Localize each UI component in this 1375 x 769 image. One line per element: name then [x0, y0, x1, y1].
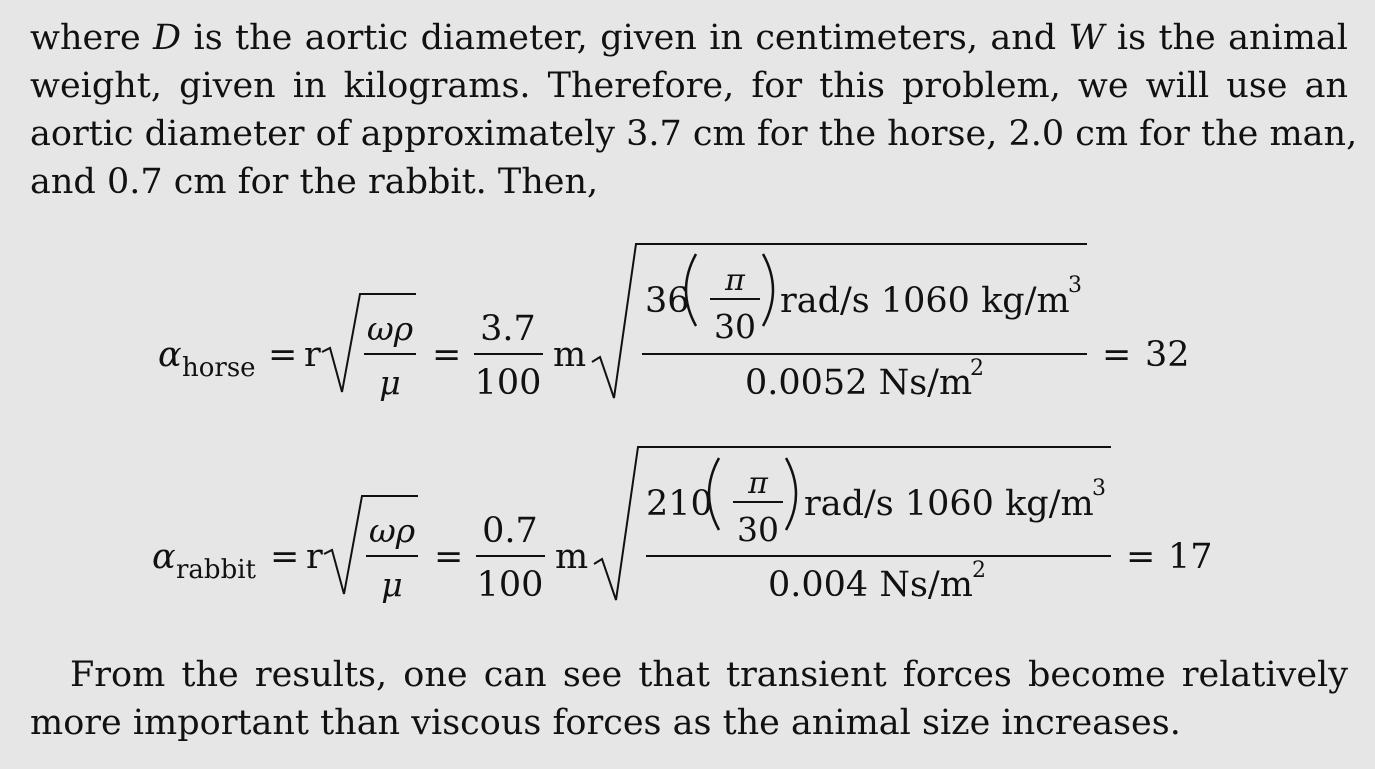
exponent-3: 3 [1092, 476, 1106, 501]
conclusion-paragraph [30, 651, 1348, 747]
thirty: 30 [714, 307, 756, 346]
variable-w: W [1068, 18, 1105, 58]
alpha-symbol: α [152, 537, 176, 577]
thirty: 30 [737, 510, 779, 549]
radius-denominator: 100 [476, 565, 544, 605]
omega-unit: rad/s 1060 kg/m [804, 484, 1094, 524]
intro-line-1: where D is the aortic diameter, given in centimeters, and W is the animal [30, 18, 1348, 58]
right-paren [763, 254, 773, 326]
radius-symbol: r [304, 335, 321, 375]
radius-numerator: 0.7 [482, 511, 538, 551]
radius-denominator: 100 [474, 363, 542, 403]
exponent-3: 3 [1068, 273, 1082, 298]
right-paren [786, 458, 796, 530]
equals-sign: = [270, 537, 300, 577]
exponent-2: 2 [970, 356, 984, 381]
result-value: 32 [1145, 335, 1190, 375]
variable-d: D [153, 18, 182, 58]
frac-denominator: μ [379, 363, 401, 402]
exponent-2: 2 [972, 558, 986, 583]
alpha-subscript: rabbit [176, 555, 256, 585]
omega-unit: rad/s 1060 kg/m [780, 281, 1070, 321]
intro-line-4: and 0.7 cm for the rabbit. Then, [30, 162, 599, 202]
alpha-symbol: α [158, 335, 182, 375]
frac-denominator: μ [381, 565, 403, 604]
pi-symbol: π [748, 466, 768, 501]
frac-numerator: ωρ [366, 309, 414, 348]
intro-line-3: aortic diameter of approximately 3.7 cm for the horse, 2.0 cm for the man, [30, 114, 1358, 154]
equation-horse [158, 244, 1190, 403]
conclusion-line-2: more important than viscous forces as the animal size increases. [30, 703, 1181, 743]
equals-sign: = [432, 335, 462, 375]
frac-numerator: ωρ [368, 511, 416, 550]
result-value: 17 [1168, 537, 1213, 577]
conclusion-line-1: From the results, one can see that transient forces become relatively [70, 655, 1348, 695]
unit-meter: m [553, 335, 587, 375]
unit-meter: m [555, 537, 589, 577]
pi-symbol: π [725, 263, 745, 298]
radius-symbol: r [306, 537, 323, 577]
omega-coefficient: 210 [646, 484, 713, 524]
equation-rabbit [152, 447, 1213, 605]
equals-sign: = [1102, 335, 1132, 375]
alpha-subscript: horse [182, 353, 256, 383]
equals-sign: = [1126, 537, 1156, 577]
equals-sign: = [268, 335, 298, 375]
equals-sign: = [434, 537, 464, 577]
omega-coefficient: 36 [645, 281, 690, 321]
mu-value: 0.0052 Ns/m [745, 363, 973, 403]
intro-line-2: weight, given in kilograms. Therefore, for this problem, we will use an [30, 66, 1348, 106]
mu-value: 0.004 Ns/m [768, 565, 973, 605]
radius-numerator: 3.7 [480, 309, 536, 349]
